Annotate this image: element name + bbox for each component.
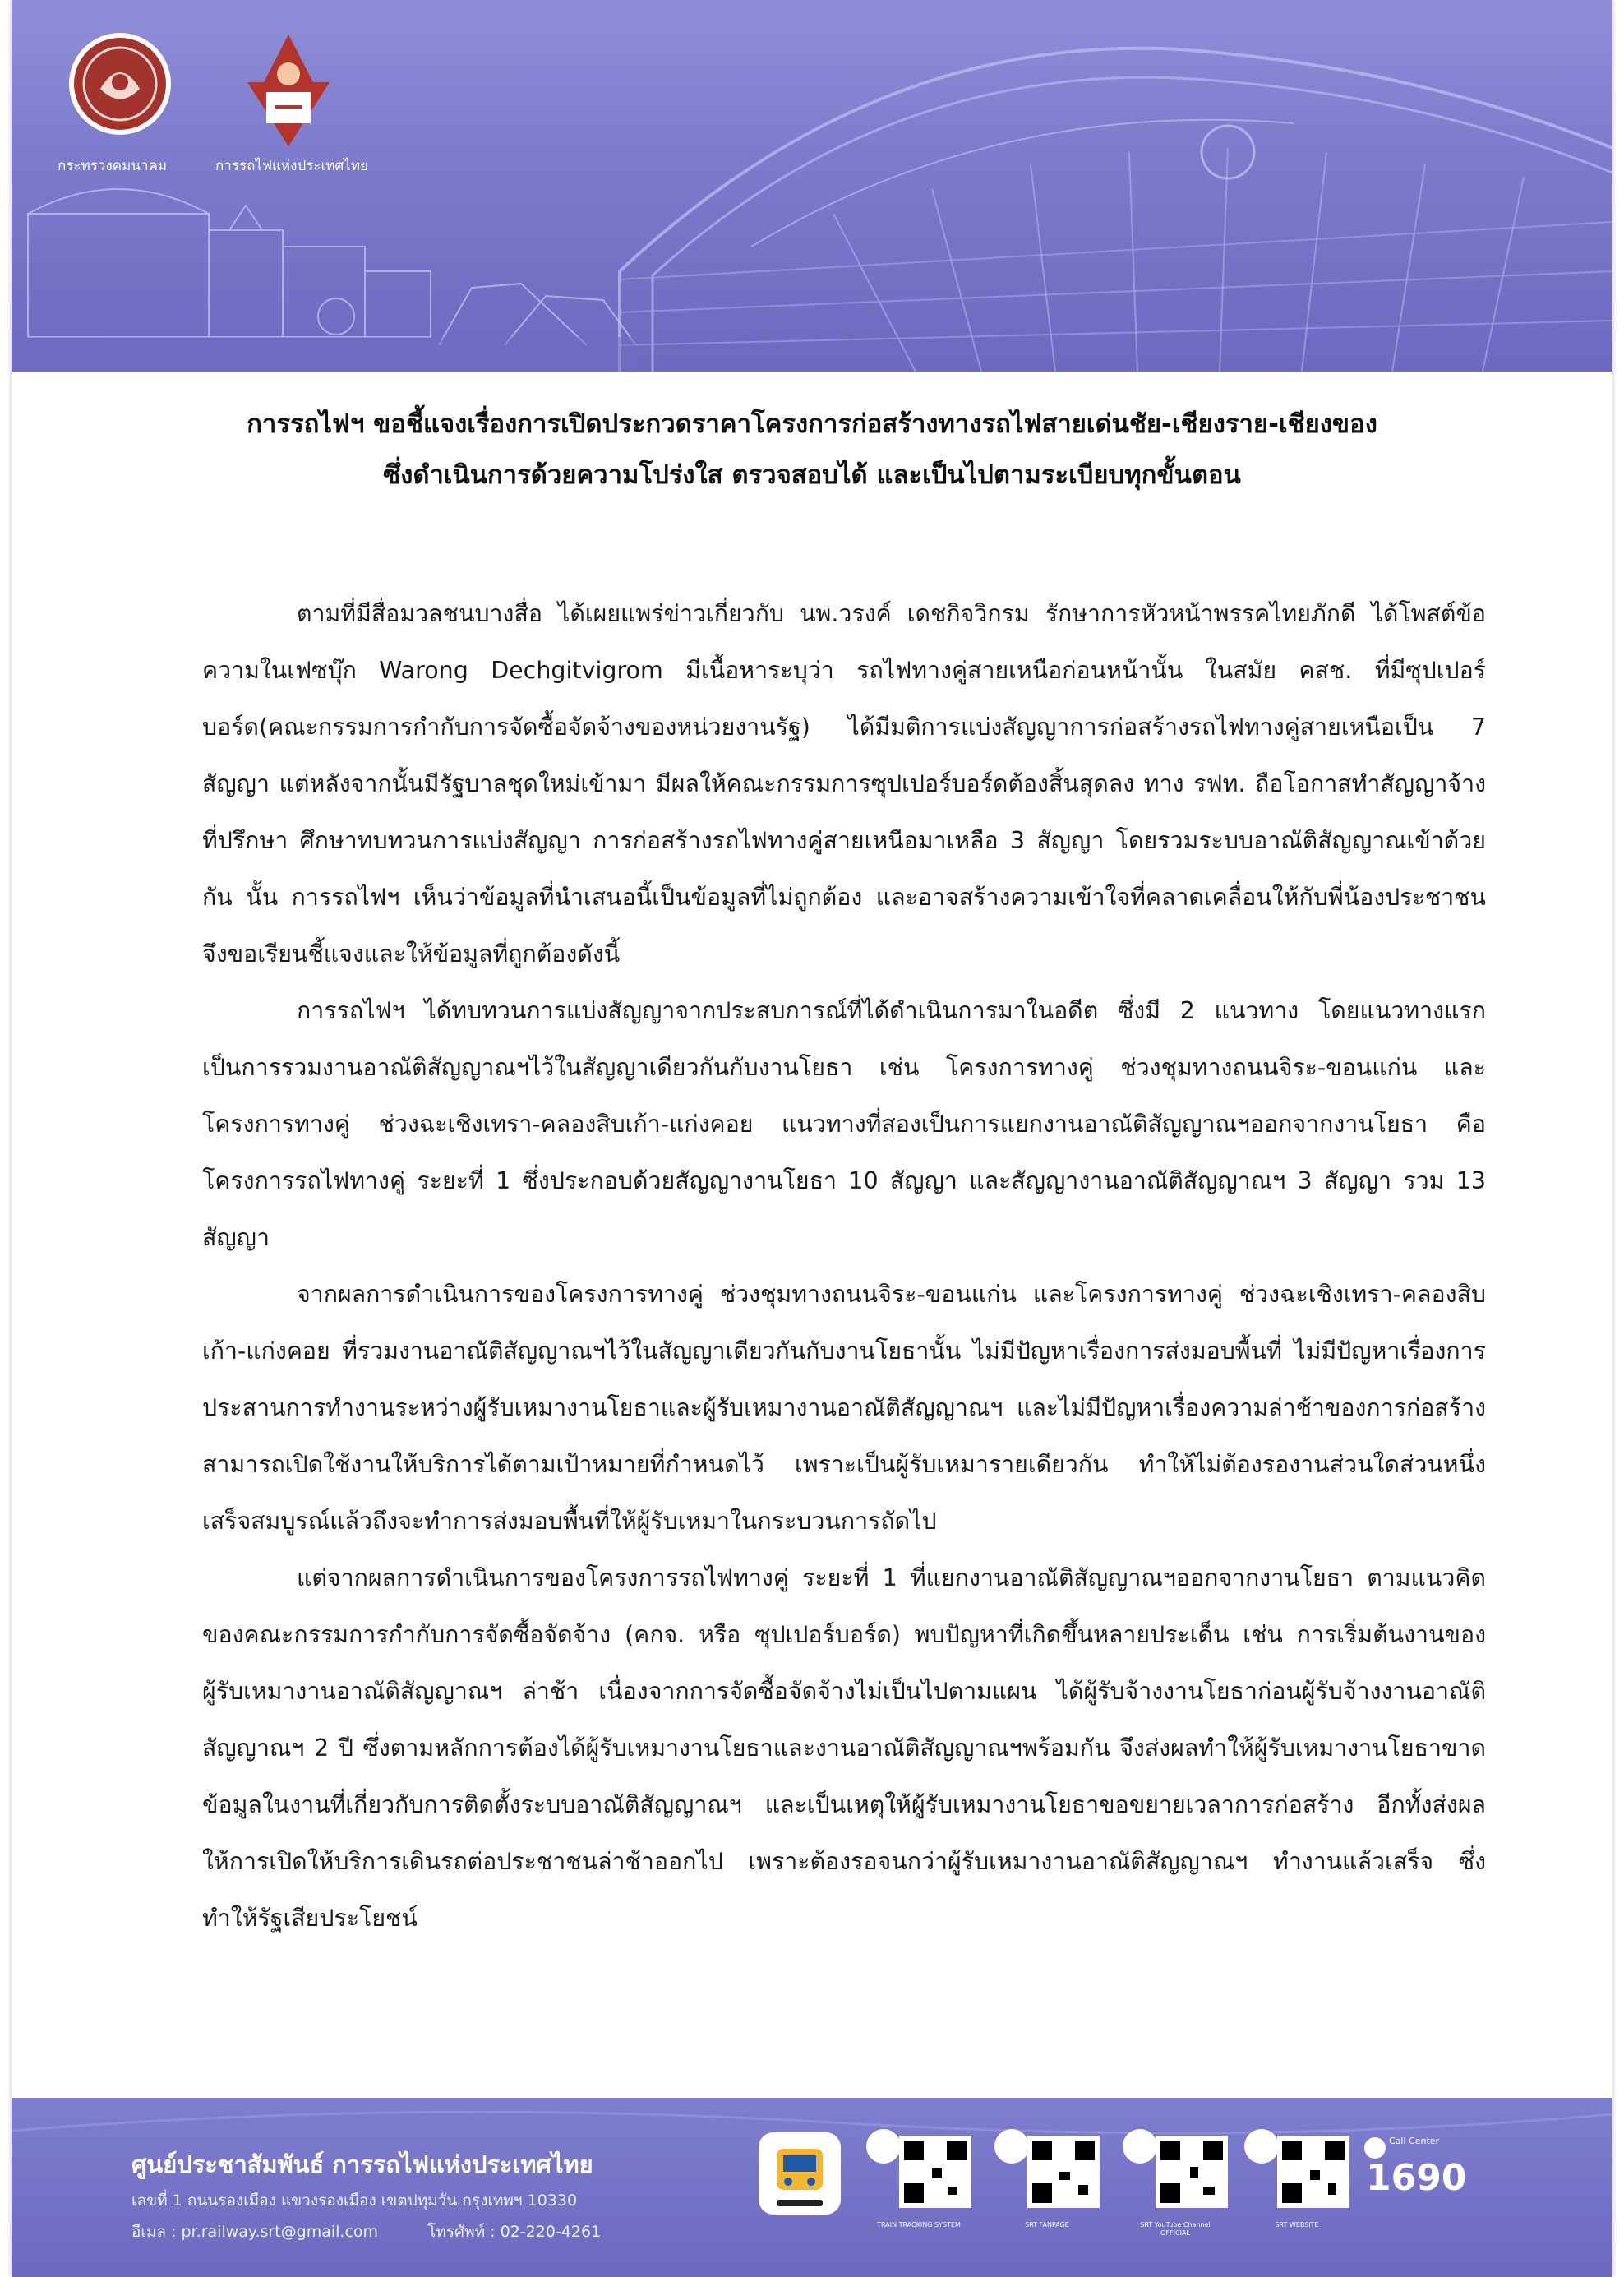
page-title (12, 399, 1612, 501)
qr-caption-1: TRAIN TRACKING SYSTEM (877, 2221, 961, 2229)
paragraph-3: จากผลการดำเนินการของโครงการทางคู่ ช่วงชุมทางถนนจิระ-ขอนแก่น และโครงการทางคู่ ช่วงฉะเชิงเทรา-คลองสิบเก้า-แก่งคอย ที่รวมงานอาณัติสัญญาณฯไว้ในสัญญาเดียวกันกับงานโยธานั้น ไม่มีปัญหาเรื่องการส่งมอบพื้นที่ ไม่มีปัญหาเรื่องการประสานการทำงานระหว่างผู้รับเหมางานโยธาและผู้รับเหมางานอาณัติสัญญาณฯ และไม่มีปัญหาเรื่องความล่าช้าของการก่อสร้าง สามารถเปิดใช้งานให้บริการได้ตามเป้าหมายที่กำหนดไว้ เพราะเป็นผู้รับเหมารายเดียวกัน ทำให้ไม่ต้องรองานส่วนใดส่วนหนึ่งเสร็จสมบูรณ์แล้วถึงจะทำการส่งมอบพื้นที่ให้ผู้รับเหมาในกระบวนการถัดไป (202, 1281, 1486, 1535)
call-center-label: Call Center (1389, 2136, 1440, 2146)
qr-caption-4: SRT WEBSITE (1275, 2221, 1319, 2229)
footer-email: อีเมล : pr.railway.srt@gmail.com (131, 2223, 379, 2241)
facebook-like-icon (994, 2129, 1029, 2164)
title-line-1: การรถไฟฯ ขอชี้แจงเรื่องการเปิดประกวดราคาโครงการก่อสร้างทางรถไฟสายเด่นชัย-เชียงราย-เชียงของ (247, 409, 1377, 439)
footer-phone: โทรศัพท์ : 02-220-4261 (427, 2223, 602, 2241)
srt-app-icon[interactable] (759, 2132, 841, 2215)
footer-address: เลขที่ 1 ถนนรองเมือง แขวงรองเมือง เขตปทุมวัน กรุงเทพฯ 10330 (131, 2192, 578, 2210)
press-release-page (12, 0, 1612, 2277)
footer-org-name: ศูนย์ประชาสัมพันธ์ การรถไฟแห่งประเทศไทย (131, 2150, 593, 2178)
fanpage-qr[interactable] (1027, 2136, 1100, 2208)
call-center-number[interactable]: 1690 (1366, 2157, 1467, 2199)
footer-contact (131, 2219, 645, 2244)
paragraph-2: การรถไฟฯ ได้ทบทวนการแบ่งสัญญาจากประสบการณ์ที่ได้ดำเนินการมาในอดีต ซึ่งมี 2 แนวทาง โดยแนวทางแรกเป็นการรวมงานอาณัติสัญญาณฯไว้ในสัญญาเดียวกันกับงานโยธา เช่น โครงการทางคู่ ช่วงชุมทางถนนจิระ-ขอนแก่น และโครงการทางคู่ ช่วงฉะเชิงเทรา-คลองสิบเก้า-แก่งคอย แนวทางที่สองเป็นการแยกงานอาณัติสัญญาณฯออกจากงานโยธา คือ โครงการรถไฟทางคู่ ระยะที่ 1 ซึ่งประกอบด้วยสัญญางานโยธา 10 สัญญา และสัญญางานอาณัติสัญญาณฯ 3 สัญญา รวม 13 สัญญา (202, 997, 1486, 1251)
article-body (202, 585, 1486, 1947)
train-tracking-qr[interactable] (899, 2136, 971, 2208)
qr-caption-3: SRT YouTube Channel OFFICIAL (1140, 2221, 1211, 2237)
youtube-icon (1123, 2129, 1157, 2164)
website-qr[interactable] (1277, 2136, 1349, 2208)
paragraph-1: ตามที่มีสื่อมวลชนบางสื่อ ได้เผยแพร่ข่าวเกี่ยวกับ นพ.วรงค์ เดชกิจวิกรม รักษาการหัวหน้าพรรคไทยภักดี ได้โพสต์ข้อความในเฟซบุ๊ก Warong Dechgitvigrom มีเนื้อหาระบุว่า รถไฟทางคู่สายเหนือก่อนหน้านั้น ในสมัย คสช. ที่มีซุปเปอร์บอร์ด(คณะกรรมการกำกับการจัดซื้อจัดจ้างของหน่วยงานรัฐ) ได้มีมติการแบ่งสัญญาการก่อสร้างรถไฟทางคู่สายเหนือเป็น 7 สัญญา แต่หลังจากนั้นมีรัฐบาลชุดใหม่เข้ามา มีผลให้คณะกรรมการซุปเปอร์บอร์ดต้องสิ้นสุดลง ทาง รฟท. ถือโอกาสทำสัญญาจ้างที่ปรึกษา ศึกษาทบทวนการแบ่งสัญญา การก่อสร้างรถไฟทางคู่สายเหนือมาเหลือ 3 สัญญา โดยรวมระบบอาณัติสัญญาณเข้าด้วยกัน นั้น การรถไฟฯ เห็นว่าข้อมูลที่นำเสนอนี้เป็นข้อมูลที่ไม่ถูกต้อง และอาจสร้างความเข้าใจที่คลาดเคลื่อนให้กับพี่น้องประชาชน จึงขอเรียนชี้แจงและให้ข้อมูลที่ถูกต้องดังนี้ (202, 600, 1486, 968)
youtube-qr[interactable] (1156, 2136, 1228, 2208)
srt-caption: การรถไฟแห่งประเทศไทย (215, 158, 369, 174)
title-line-2: ซึ่งดำเนินการด้วยความโปร่งใส ตรวจสอบได้ และเป็นไปตามระเบียบทุกขั้นตอน (383, 460, 1241, 490)
header-banner (12, 0, 1612, 372)
footer-banner (12, 2098, 1612, 2277)
ministry-logo (67, 31, 173, 140)
srt-logo (235, 33, 342, 151)
qr-caption-2: SRT FANPAGE (1025, 2221, 1069, 2229)
website-icon (1244, 2129, 1279, 2164)
train-tracking-icon (866, 2129, 901, 2164)
paragraph-4: แต่จากผลการดำเนินการของโครงการรถไฟทางคู่ ระยะที่ 1 ที่แยกงานอาณัติสัญญาณฯออกจากงานโยธา ตามแนวคิดของคณะกรรมการกำกับการจัดซื้อจัดจ้าง (คกจ. หรือ ซุปเปอร์บอร์ด) พบปัญหาที่เกิดขึ้นหลายประเด็น เช่น การเริ่มต้นงานของผู้รับเหมางานอาณัติสัญญาณฯ ล่าช้า เนื่องจากการจัดซื้อจัดจ้างไม่เป็นไปตามแผน ได้ผู้รับจ้างงานโยธาก่อนผู้รับจ้างงานอาณัติสัญญาณฯ 2 ปี ซึ่งตามหลักการต้องได้ผู้รับเหมางานโยธาและงานอาณัติสัญญาณฯพร้อมกัน จึงส่งผลทำให้ผู้รับเหมางานโยธาขาดข้อมูลในงานที่เกี่ยวกับการติดตั้งระบบอาณัติสัญญาณฯ และเป็นเหตุให้ผู้รับเหมางานโยธาขอขยายเวลาการก่อสร้าง อีกทั้งส่งผลให้การเปิดให้บริการเดินรถต่อประชาชนล่าช้าออกไป เพราะต้องรอจนกว่าผู้รับเหมางานอาณัติสัญญาณฯ ทำงานแล้วเสร็จ ซึ่งทำให้รัฐเสียประโยชน์ (202, 1564, 1486, 1932)
phone-icon (1364, 2137, 1386, 2159)
ministry-caption: กระทรวงคมนาคม (58, 158, 168, 174)
